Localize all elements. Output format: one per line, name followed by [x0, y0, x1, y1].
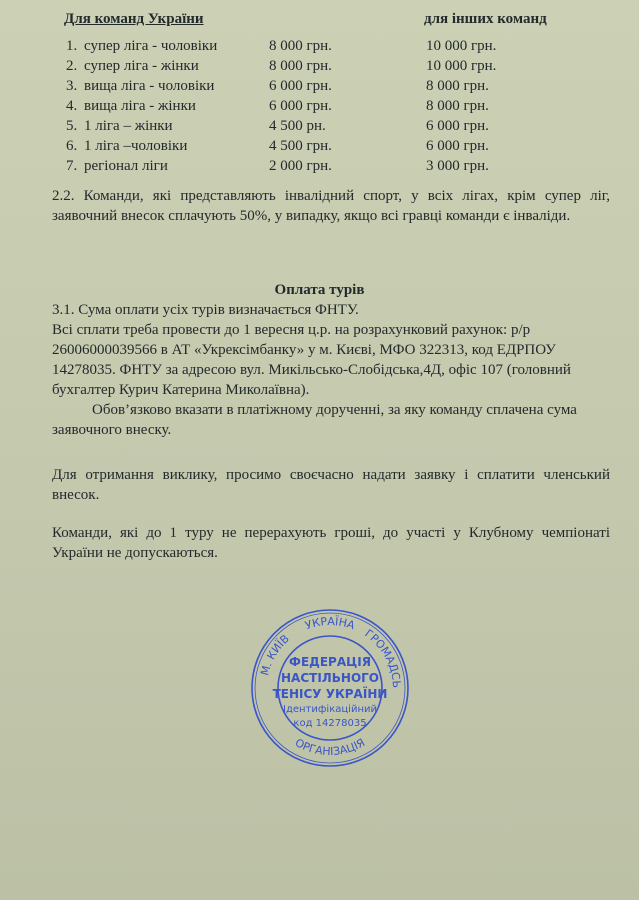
p31-line: Обов’язково вказати в платіжному дорученні, за яку команду сплачена сума [92, 402, 577, 418]
stamp-line-4: Ідентифікаційний [283, 704, 377, 715]
fee-ukraine: 4 500 грн. [269, 138, 332, 154]
fee-number: 1. [66, 38, 78, 54]
fee-league: супер ліга - жінки [84, 58, 199, 74]
stamp-line-5: код 14278035 [293, 718, 367, 729]
fee-ukraine: 2 000 грн. [269, 158, 332, 174]
stamp-ring-right: ГРОМАДСЬКА [246, 598, 404, 689]
fee-row [64, 136, 604, 156]
fee-ukraine: 8 000 грн. [269, 38, 332, 54]
fee-number: 4. [66, 98, 78, 114]
fee-ukraine: 4 500 рн. [269, 118, 326, 134]
fee-row [64, 76, 604, 96]
fee-league: вища ліга - чоловіки [84, 78, 215, 94]
paragraph-2-2: 2.2. Команди, які представляють інвалідний спорт, у всіх лігах, крім супер ліг, заявочний внесок сплачують 50%, у випадку, якщо всі гравці команди є інваліди. [52, 188, 610, 224]
stamp-ring-bottom: ОРГАНІЗАЦІЯ [292, 736, 368, 759]
p31-line: заявочного внеску. [52, 422, 172, 438]
stamp-ring-left: М. КИЇВ [258, 632, 292, 677]
fee-other: 8 000 грн. [426, 98, 489, 114]
fee-other: 6 000 грн. [426, 118, 489, 134]
fee-ukraine: 6 000 грн. [269, 98, 332, 114]
official-stamp [246, 598, 410, 768]
paragraph-payment-deadline: Команди, які до 1 туру не перерахують гроші, до участі у Клубному чемпіонаті України не допускаються. [52, 525, 610, 561]
stamp-line-2: НАСТІЛЬНОГО [281, 671, 379, 685]
fee-row [64, 156, 604, 176]
fee-row [64, 56, 604, 76]
fee-other: 10 000 грн. [426, 38, 497, 54]
fee-row [64, 96, 604, 116]
fee-row [64, 116, 604, 136]
section-title-payment: Оплата турів [274, 282, 365, 298]
p31-line: 14278035. ФНТУ за адресою вул. Микільсько-Слобідська,4Д, офіс 107 (головний [52, 362, 571, 378]
p31-line: Всі сплати треба провести до 1 вересня ц.р. на розрахунковий рахунок: р/р [52, 322, 531, 338]
fee-number: 3. [66, 78, 78, 94]
p31-line: 3.1. Сума оплати усіх турів визначається ФНТУ. [52, 302, 359, 318]
fee-other: 6 000 грн. [426, 138, 489, 154]
fees-table [64, 36, 604, 176]
fee-number: 6. [66, 138, 78, 154]
fee-other: 8 000 грн. [426, 78, 489, 94]
header-ukraine-teams: Для команд України [64, 11, 204, 27]
fee-ukraine: 8 000 грн. [269, 58, 332, 74]
p31-line: 26006000039566 в АТ «Укрексімбанку» у м. Києві, МФО 322313, код ЕДРПОУ [52, 342, 556, 358]
fee-league: вища ліга - жінки [84, 98, 196, 114]
fee-number: 5. [66, 118, 78, 134]
fee-other: 10 000 грн. [426, 58, 497, 74]
fee-league: 1 ліга –чоловіки [84, 138, 188, 154]
fee-league: 1 ліга – жінки [84, 118, 173, 134]
fee-league: регіонал ліги [84, 158, 168, 174]
fee-row [64, 36, 604, 56]
fee-ukraine: 6 000 грн. [269, 78, 332, 94]
stamp-ring-top: УКРАЇНА [303, 614, 357, 633]
fees-table-header [64, 11, 604, 33]
fee-other: 3 000 грн. [426, 158, 489, 174]
header-other-teams: для інших команд [424, 11, 547, 27]
stamp-graphic [246, 598, 410, 768]
paragraph-invitation: Для отримання виклику, просимо своєчасно надати заявку і сплатити членський внесок. [52, 467, 610, 503]
fee-number: 7. [66, 158, 78, 174]
stamp-line-3: ТЕНІСУ УКРАЇНИ [272, 687, 388, 701]
fee-league: супер ліга - чоловіки [84, 38, 218, 54]
p31-line: бухгалтер Курич Катерина Миколаївна). [52, 382, 310, 398]
fee-number: 2. [66, 58, 78, 74]
paragraph-3-1 [52, 300, 612, 440]
stamp-line-1: ФЕДЕРАЦІЯ [289, 655, 371, 669]
